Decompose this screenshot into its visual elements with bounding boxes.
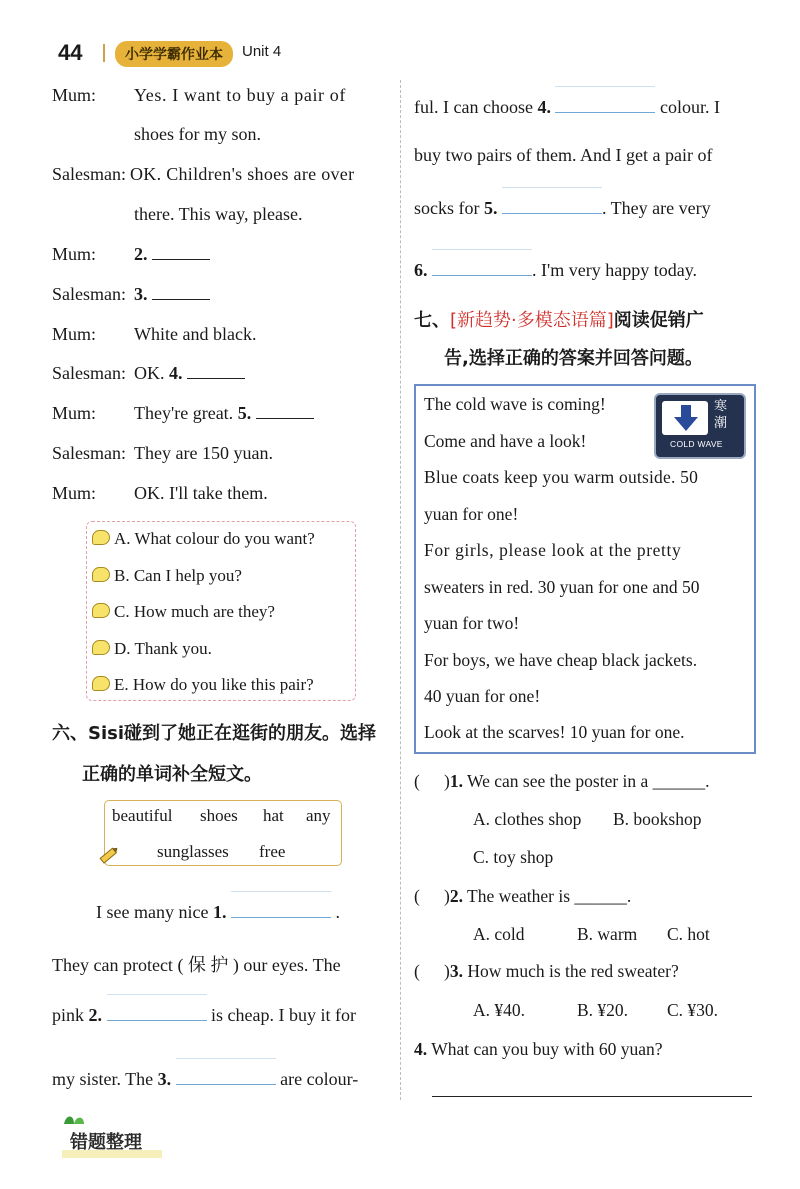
option-text: B. Can I help you? (114, 566, 242, 585)
bullet-icon (92, 676, 110, 691)
speaker: Mum: (52, 244, 97, 264)
passage-text: . They are very (602, 198, 711, 218)
answer-blank[interactable] (152, 243, 210, 260)
option-text: E. How do you like this pair? (114, 675, 314, 694)
ad-line: Come and have a look! (424, 431, 587, 451)
pencil-icon (98, 846, 120, 864)
section6-title-2: 正确的单词补全短文。 (82, 764, 262, 785)
word-bank-item: free (259, 842, 286, 861)
choice[interactable]: A. clothes shop (473, 809, 582, 829)
dialogue-text: Yes. I want to buy a pair of (134, 85, 346, 105)
choice[interactable]: B. ¥20. (577, 1000, 629, 1020)
answer-blank[interactable] (152, 283, 210, 300)
option-item (92, 674, 314, 696)
answer-blank[interactable] (107, 1002, 207, 1021)
question-number: 4. (537, 97, 551, 117)
answer-paren: ) (444, 886, 450, 906)
section7-title-2: 告,选择正确的答案并回答问题。 (444, 348, 703, 369)
sign-char: 寒 (714, 399, 728, 414)
bullet-icon (92, 603, 110, 618)
speaker: Mum: (52, 483, 97, 503)
dialogue-text: White and black. (134, 324, 257, 344)
sign-char: 潮 (714, 416, 728, 431)
question-number: 5. (237, 403, 252, 423)
speaker: Mum: (52, 324, 97, 344)
passage-line (52, 1002, 356, 1026)
dialogue-blank-line (134, 402, 314, 424)
choice[interactable]: B. bookshop (613, 809, 702, 829)
passage-text: socks for (414, 198, 480, 218)
word-bank-item: sunglasses (157, 842, 229, 861)
dialogue-prefix: OK. (134, 363, 165, 383)
dialogue-text: OK. I'll take them. (134, 483, 268, 503)
answer-paren: ) (444, 771, 450, 791)
answer-line[interactable] (432, 1096, 752, 1097)
choice[interactable]: A. ¥40. (473, 1000, 526, 1020)
unit-label: Unit 4 (242, 43, 282, 60)
passage-text: I see many nice (96, 902, 209, 922)
ad-line: For boys, we have cheap black jackets. (424, 650, 698, 670)
answer-blank[interactable] (502, 195, 602, 214)
dialogue-text: shoes for my son. (134, 124, 261, 144)
section7-tag: [新趋势·多模态语篇] (450, 310, 614, 331)
dialogue-prefix: They're great. (134, 403, 234, 423)
ad-line: yuan for one! (424, 504, 519, 524)
answer-blank[interactable] (187, 362, 245, 379)
dialogue-text: OK. Children's shoes are over (130, 164, 355, 184)
passage-line (414, 257, 697, 281)
question-number: 5. (484, 198, 498, 218)
answer-paren[interactable]: ( (414, 771, 420, 791)
section7-title-rest: 阅读促销广 (613, 310, 704, 331)
question-text: How much is the red sweater? (467, 961, 679, 981)
option-item (92, 601, 275, 623)
leaf-icon (60, 1112, 88, 1128)
ad-line: Look at the scarves! 10 yuan for one. (424, 722, 685, 742)
dialogue-blank-line (134, 243, 210, 265)
speaker: Salesman: (52, 363, 126, 383)
series-badge: 小学学霸作业本 (115, 41, 233, 67)
word-bank-item: any (306, 806, 331, 825)
passage-text: are colour- (280, 1069, 359, 1089)
bullet-icon (92, 567, 110, 582)
option-text: C. How much are they? (114, 602, 275, 621)
answer-paren[interactable]: ( (414, 886, 420, 906)
choice[interactable]: C. toy shop (473, 847, 554, 867)
section7-title (414, 306, 704, 332)
dialogue-blank-line (134, 362, 245, 384)
passage-text: my sister. The (52, 1069, 154, 1089)
ad-line: For girls, please look at the pretty (424, 540, 682, 560)
word-bank-item: beautiful (112, 806, 173, 825)
passage-text: pink (52, 1005, 85, 1025)
passage-line (96, 899, 340, 923)
question-4 (414, 1039, 663, 1060)
answer-blank[interactable] (256, 402, 314, 419)
question-number: 3. (449, 961, 463, 981)
question-number: 2. (134, 244, 148, 264)
question-number: 6. (414, 260, 428, 280)
passage-text: ful. I can choose (414, 97, 533, 117)
speaker: Salesman: (52, 164, 126, 184)
question-3 (414, 961, 679, 982)
passage-line: buy two pairs of them. And I get a pair of (414, 145, 713, 165)
dialogue-text: They are 150 yuan. (134, 443, 273, 463)
cold-wave-sign (654, 393, 746, 459)
question-number: 3. (134, 284, 148, 304)
page-number: 44 (58, 40, 83, 65)
question-number: 4. (414, 1039, 428, 1059)
passage-line: They can protect ( 保 护 ) our eyes. The (52, 955, 341, 975)
choice[interactable]: C. hot (667, 924, 710, 944)
word-bank-item: shoes (200, 806, 238, 825)
question-number: 2. (88, 1005, 103, 1025)
option-item (92, 528, 315, 550)
answer-blank[interactable] (176, 1066, 276, 1085)
ad-line: 40 yuan for one! (424, 686, 541, 706)
question-number: 1. (212, 902, 227, 922)
option-text: D. Thank you. (114, 639, 212, 658)
option-item (92, 638, 212, 660)
section6-title: 六、Sisi碰到了她正在逛街的朋友。选择 (52, 723, 377, 744)
option-text: A. What colour do you want? (114, 529, 315, 548)
question-2 (414, 886, 631, 907)
word-bank-item: hat (263, 806, 284, 825)
passage-line (52, 1066, 358, 1090)
passage-line (414, 195, 711, 219)
answer-blank[interactable] (231, 899, 331, 918)
ad-line: The cold wave is coming! (424, 394, 606, 414)
sign-caption: COLD WAVE (670, 439, 723, 449)
passage-line (414, 94, 720, 118)
passage-text: is cheap. I buy it for (211, 1005, 356, 1025)
dialogue-blank-line (134, 283, 210, 305)
bullet-icon (92, 640, 110, 655)
question-text: We can see the poster in a ______. (467, 771, 710, 791)
choice[interactable]: A. cold (473, 924, 525, 944)
speaker: Mum: (52, 403, 97, 423)
ad-line: sweaters in red. 30 yuan for one and 50 (424, 577, 700, 597)
sign-temp: 4℃ (666, 403, 680, 412)
question-number: 3. (157, 1069, 172, 1089)
passage-text: colour. I (659, 97, 720, 117)
choice[interactable]: C. ¥30. (667, 1000, 719, 1020)
question-text: The weather is ______. (467, 886, 632, 906)
bullet-icon (92, 530, 110, 545)
question-number: 4. (169, 363, 183, 383)
question-number: 2. (449, 886, 463, 906)
dialogue-text: there. This way, please. (134, 204, 303, 224)
column-divider (400, 80, 401, 1100)
section7-prefix: 七、 (414, 310, 450, 331)
passage-text: . (335, 902, 340, 922)
answer-paren: ) (444, 961, 450, 981)
answer-blank[interactable] (432, 257, 532, 276)
speaker: Mum: (52, 85, 97, 105)
speaker: Salesman: (52, 443, 126, 463)
speaker: Salesman: (52, 284, 126, 304)
ad-line: yuan for two! (424, 613, 520, 633)
header-divider (103, 44, 105, 62)
question-text: What can you buy with 60 yuan? (431, 1039, 663, 1059)
answer-paren[interactable]: ( (414, 961, 420, 981)
option-item (92, 565, 242, 587)
ad-line: Blue coats keep you warm outside. 50 (424, 467, 699, 487)
question-1 (414, 771, 710, 792)
passage-text: . I'm very happy today. (532, 260, 698, 280)
footer-label: 错题整理 (70, 1132, 142, 1153)
choice[interactable]: B. warm (577, 924, 638, 944)
answer-blank[interactable] (555, 94, 655, 113)
question-number: 1. (449, 771, 463, 791)
